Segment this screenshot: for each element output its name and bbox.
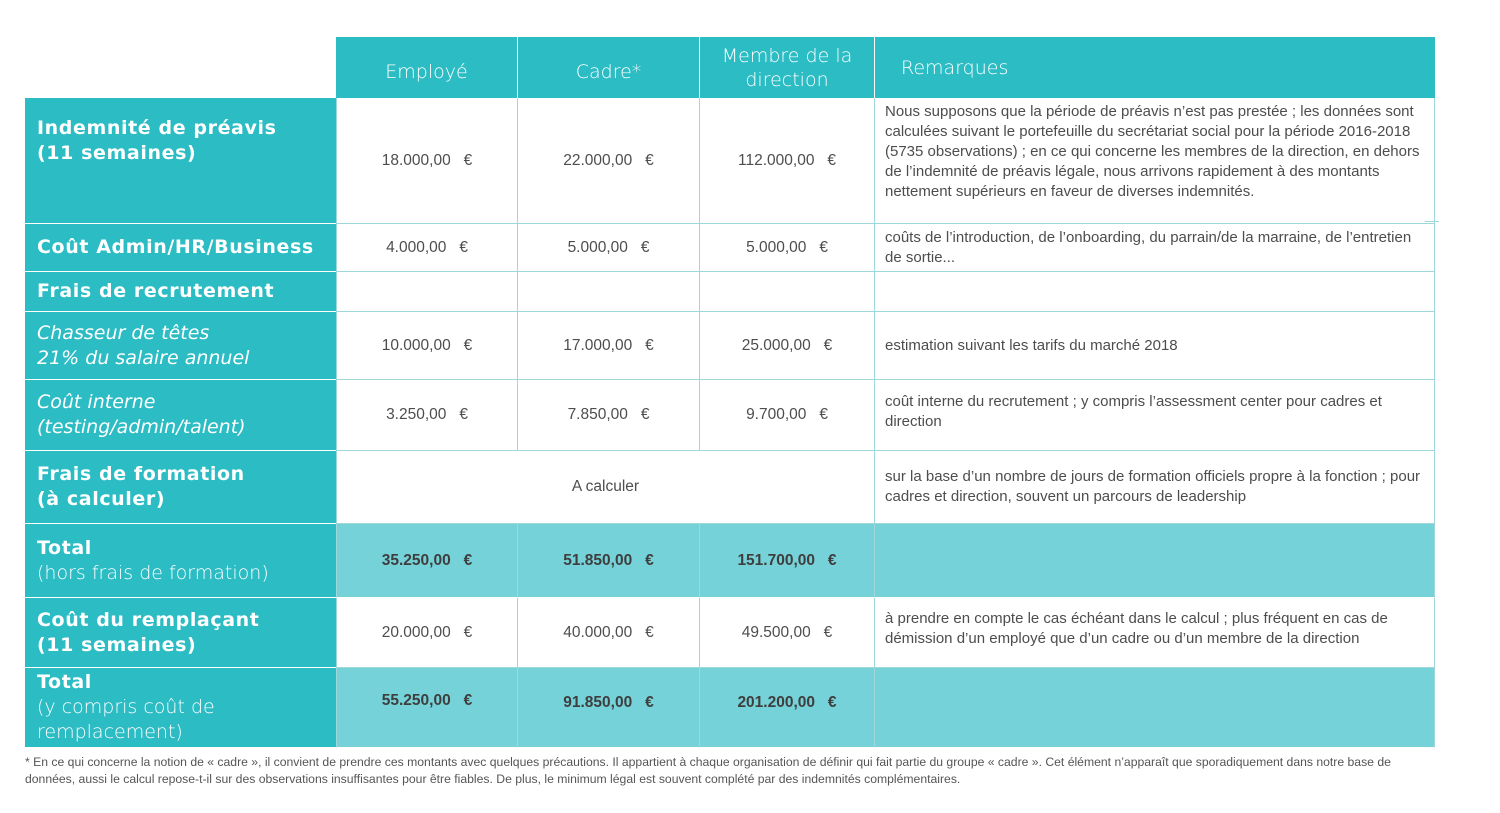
row-label (25, 598, 336, 668)
value-direction (700, 224, 875, 272)
value-direction (700, 272, 875, 312)
value-text: 22.000,00 € (563, 151, 654, 169)
remark-text: sur la base d’un nombre de jours de formation officiels propre à la fonction ; pour cadres et direction, souvent un parcours de leadership (885, 468, 1421, 505)
row-label-sub: (à calculer) (37, 488, 166, 510)
header-cadre: Cadre* (518, 37, 700, 98)
value-text: 40.000,00 € (563, 623, 654, 641)
row-label-title: Frais de formation (37, 463, 245, 485)
header-remarques: Remarques (875, 37, 1435, 98)
value-employe (336, 224, 518, 272)
value-employe (336, 380, 518, 451)
value-text: 25.000,00 € (741, 336, 833, 354)
row-label (25, 524, 336, 598)
remark-cell (875, 272, 1435, 312)
row-label (25, 98, 336, 224)
value-text: 10.000,00 € (381, 336, 473, 354)
remark-text: Nous supposons que la période de préavis n’est pas prestée ; les données sont calculées suivant le portefeuille du secrétariat social pour la période 2016-2018 (5735 observations) ; en ce qui concerne les membres de la direction, en dehors de l’indemnité de préavis légale, nous arrivons rapidement à des montants nettement supérieurs en faveur de diverses indemnités. (885, 103, 1420, 200)
value-direction (700, 668, 875, 748)
value-cadre (518, 598, 700, 668)
value-text: 112.000,00 € (738, 151, 836, 169)
row-label-title: Coût Admin/HR/Business (37, 236, 314, 258)
value-cadre (518, 272, 700, 312)
remark-cell (875, 668, 1435, 748)
value-text: 51.850,00 € (563, 551, 654, 569)
remark-text: estimation suivant les tarifs du marché 2018 (885, 336, 1178, 354)
value-cadre (518, 312, 700, 380)
row-label-sub: (11 semaines) (37, 633, 197, 656)
value-text: 4.000,00 € (386, 238, 468, 256)
remark-cell (875, 598, 1435, 668)
value-cadre (518, 380, 700, 451)
row-label-sub: (testing/admin/talent) (37, 416, 246, 438)
value-text: 49.500,00 € (741, 623, 833, 641)
header-membre-line1: Membre de la (721, 44, 853, 67)
row-label-title: Total (37, 536, 92, 559)
remark-cell (875, 451, 1435, 524)
value-cadre (518, 668, 700, 748)
value-employe (336, 524, 518, 598)
value-text: 17.000,00 € (563, 336, 654, 354)
value-text: 5.000,00 € (746, 238, 828, 256)
value-text: 55.250,00 € (381, 691, 473, 709)
value-employe (336, 598, 518, 668)
value-text: 9.700,00 € (746, 406, 828, 423)
remark-cell (875, 524, 1435, 598)
row-label (25, 224, 336, 272)
header-employe: Employé (336, 37, 518, 98)
value-text: 7.850,00 € (567, 406, 650, 423)
value-direction (700, 598, 875, 668)
value-cadre (518, 98, 700, 224)
value-cadre (518, 524, 700, 598)
header-membre-line2: direction (745, 68, 829, 91)
row-label-title: Coût du remplaçant (37, 608, 260, 631)
row-label-title: Total (37, 671, 92, 693)
value-cadre (518, 224, 700, 272)
remark-cell (875, 380, 1435, 451)
row-label (25, 668, 336, 748)
row-label-sub: (hors frais de formation) (37, 561, 269, 584)
row-label-sub: (11 semaines) (37, 141, 197, 164)
remark-text: à prendre en compte le cas échéant dans le calcul ; plus fréquent en cas de démission d’un employé que d’un cadre ou d’un membre de la direction (885, 610, 1388, 647)
table-row (25, 380, 1435, 451)
value-text: 201.200,00 € (737, 693, 837, 711)
row-label-title: Indemnité de préavis (37, 116, 277, 139)
table-row (25, 272, 1435, 312)
value-employe (336, 668, 518, 748)
row-label-title: Frais de recrutement (37, 280, 275, 302)
value-direction (700, 98, 875, 224)
value-text: 35.250,00 € (381, 551, 473, 569)
header-spacer (25, 37, 336, 98)
table-row-total (25, 668, 1435, 748)
row-label-title: Chasseur de têtes (37, 321, 210, 344)
value-employe (336, 272, 518, 312)
value-text: 3.250,00 € (386, 406, 468, 423)
remark-cell (875, 224, 1435, 272)
remark-text: coût interne du recrutement ; y compris l’assessment center pour cadres et direction (885, 393, 1382, 430)
row-label (25, 451, 336, 524)
table-row (25, 312, 1435, 380)
header-membre-direction (700, 37, 875, 98)
remark-text: coûts de l’introduction, de l’onboarding, du parrain/de la marraine, de l’entretien de sortie... (885, 229, 1412, 266)
table-row-total (25, 524, 1435, 598)
value-text: 151.700,00 € (737, 551, 837, 569)
merged-value-cell (336, 451, 875, 524)
value-text: 20.000,00 € (381, 623, 473, 641)
footnote: * En ce qui concerne la notion de « cadre », il convient de prendre ces montants avec quelques précautions. Il appartient à chaque organisation de définir qui fait partie du groupe « cadre ». Cet élément n’apparaît que sporadiquement dans notre base de données, aussi le calcul repose-t-il sur des observations insuffisantes pour être fiables. De plus, le minimum légal est souvent complété par des indemnités complémentaires. (25, 755, 1391, 786)
table-row (25, 98, 1435, 224)
remark-cell (875, 312, 1435, 380)
divider (1425, 221, 1439, 222)
table-row (25, 224, 1435, 272)
row-label (25, 312, 336, 380)
value-text: 91.850,00 € (563, 693, 654, 711)
row-label (25, 272, 336, 312)
row-label-sub: 21% du salaire annuel (37, 346, 250, 369)
remark-cell (875, 98, 1435, 224)
table-header (25, 37, 1435, 98)
table-row (25, 598, 1435, 668)
row-label-title: Coût interne (37, 391, 156, 413)
value-text: 5.000,00 € (567, 238, 650, 256)
value-direction (700, 312, 875, 380)
value-direction (700, 380, 875, 451)
row-label (25, 380, 336, 451)
merged-value-text: A calculer (571, 478, 640, 495)
table-row (25, 451, 1435, 524)
row-label-sub: (y compris coût de remplacement) (37, 696, 215, 743)
value-text: 18.000,00 € (381, 151, 473, 169)
value-employe (336, 98, 518, 224)
value-direction (700, 524, 875, 598)
value-employe (336, 312, 518, 380)
